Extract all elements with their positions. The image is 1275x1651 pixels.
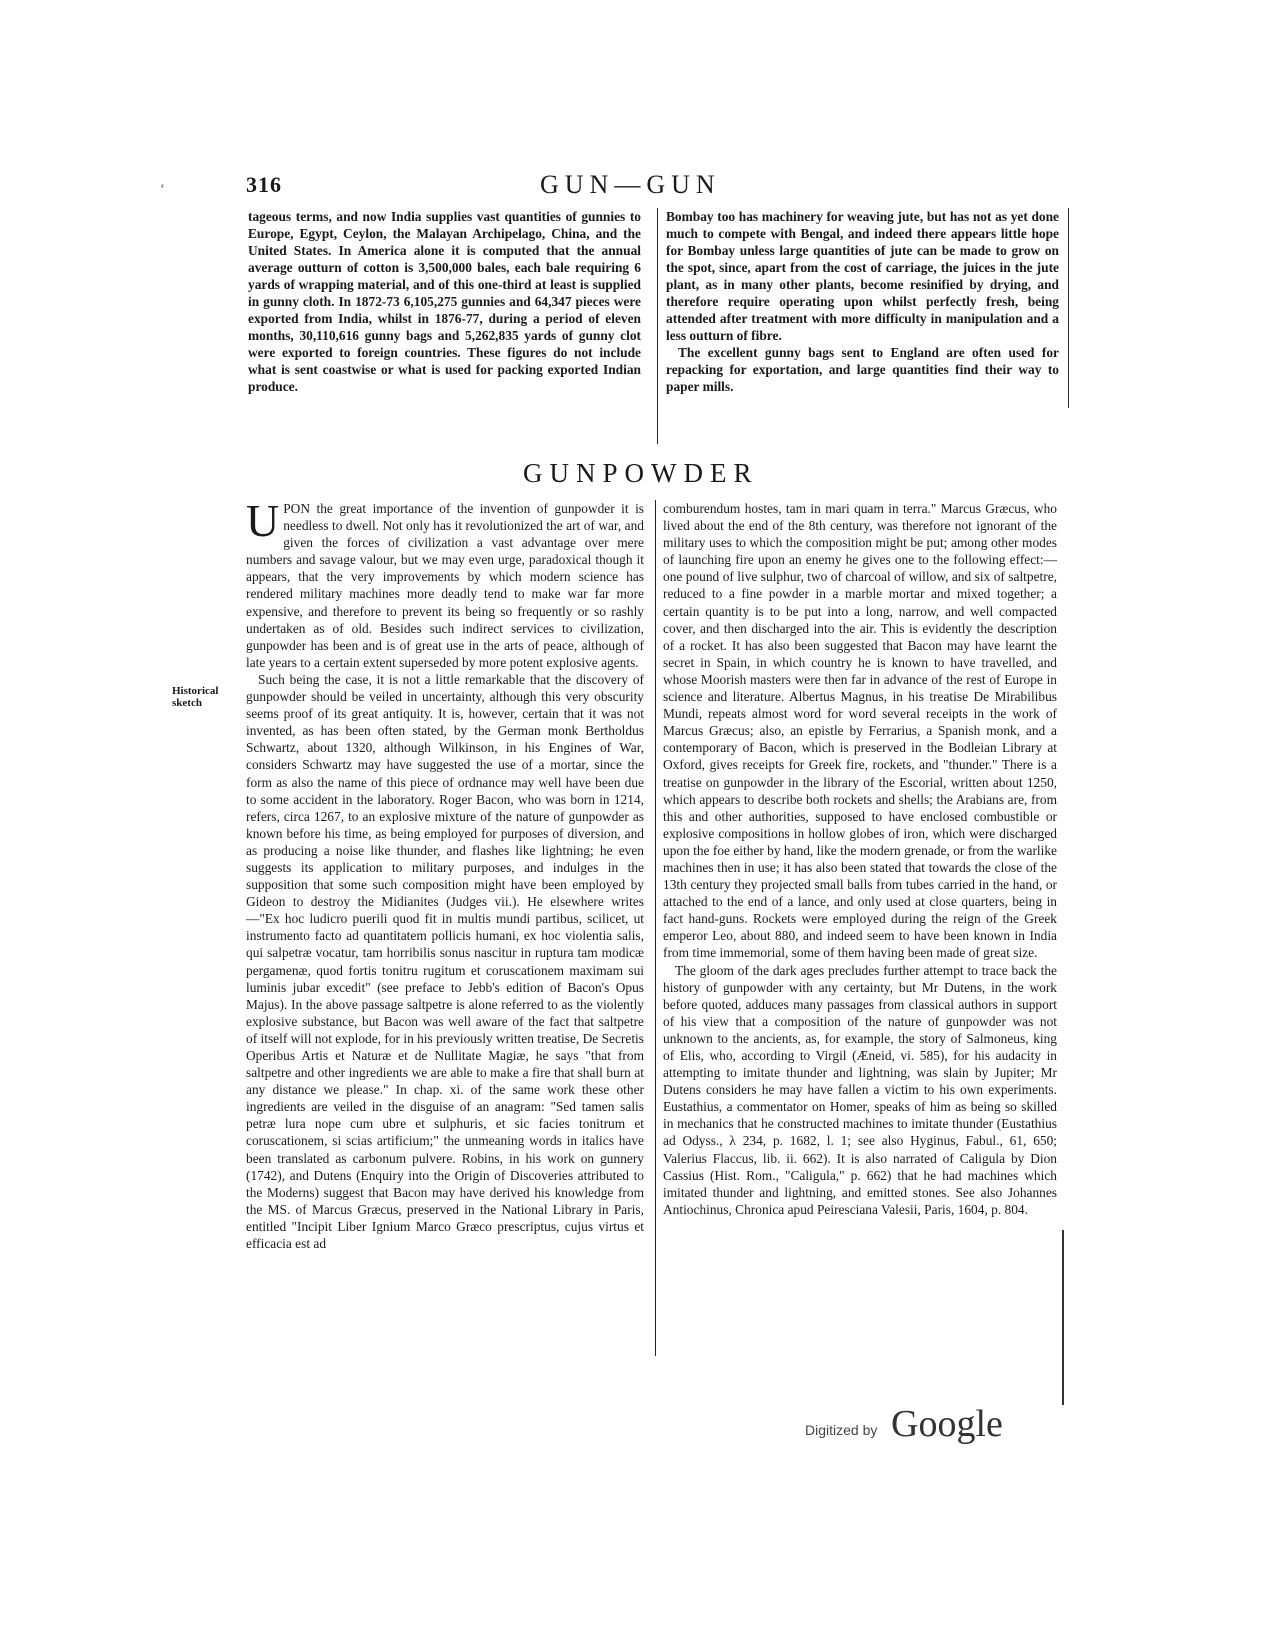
history-paragraph: Such being the case, it is not a little remarkable that the discovery of gunpowder should be veiled in uncertainty, although this very obscurity seems proof of its great antiquity. It is, however, certain that it was not invented, as has been often stated, by the German monk Bertholdus Schwartz, about 1320, although Wilkinson, in his Engines of War, considers Schwartz may have suggested the use of a mortar, since the form as also the name of this piece of ordnance may well have been due to some accident in the laboratory. Roger Bacon, who was born in 1214, refers, circa 1267, to an explosive mixture of the nature of gunpowder as known before his time, as being employed for purposes of diversion, and as producing a noise like thunder, and flashes like lightning; he even suggests its application to military purposes, and indulges in the supposition that some such composition might have been employed by Gideon to destroy the Midianites (Judges vii.). He elsewhere writes —"Ex hoc ludicro puerili quod fit in multis mundi partibus, scilicet, ut instrumento facto ad quantitatem pollicis humani, ex hoc violentia salis, qui salpetræ vocatur, tam horribilis sonus nascitur in ruptura tam modicæ pergamenæ, quod fortis tonitru rugitum et coruscationem maximam sui luminis jubar excedit" (see preface to Jebb's edition of Bacon's Opus Majus). In the above passage saltpetre is alone referred to as the violently explosive substance, but Bacon was well aware of the fact that saltpetre of itself will not explode, for in his previously written treatise, De Secretis Operibus Artis et Naturæ et de Nullitate Magiæ, he says "that from saltpetre and other ingredients we are able to make a fire that shall burn at any distance we please." In chap. xi. of the same work these other ingredients are veiled in the disguise of an anagram: "Sed tamen salis petræ lura nope cum ubre et sulphuris, et sic facies tonitrum et coruscationem, si scias artificium;" the unmeaning words in italics have been translated as carbonum pulvere. Robins, in his work on gunnery (1742), and Dutens (Enquiry into the Origin of Discoveries attributed to the Moderns) suggest that Bacon may have derived his knowledge from the MS. of Marcus Græcus, preserved in the National Library in Paris, entitled "Incipit Liber Ignium Marco Græco prescriptus, cujus virtus et efficacia est ad	[246, 671, 644, 1252]
right-edge-rule	[1068, 208, 1069, 408]
top-right-paragraph-1: Bombay too has machinery for weaving jute, but has not as yet done much to compete with Bengal, and indeed there appears little hope for Bombay unless large quantities of jute can be made to grow on the spot, since, apart from the cost of carriage, the juices in the jute plant, as in many other plants, become resinified by drying, and therefore require operating upon whilst perfectly fresh, being attended after treatment with more difficulty in manipulation and a less outturn of fibre.	[666, 209, 1059, 343]
drop-cap: U	[246, 495, 280, 546]
main-left-column	[246, 495, 644, 1252]
side-note: Historical sketch	[172, 685, 219, 709]
column-divider	[657, 208, 658, 444]
main-right-column	[663, 500, 1057, 1218]
top-left-paragraph: tageous terms, and now India supplies vast quantities of gunnies to Europe, Egypt, Ceylon, the Malayan Archipelago, China, and the United States. In America alone it is computed that the annual average outturn of cotton is 3,500,000 bales, each bale requiring 6 yards of wrapping material, and of this one-third at least is supplied in gunny cloth. In 1872-73 6,105,275 gunnies and 64,347 pieces were exported from India, whilst in 1876-77, during a period of eleven months, 30,110,616 gunny bags and 5,262,835 yards of gunny clot were exported to foreign countries. These figures do not include what is sent coastwise or what is used for packing exported Indian produce.	[248, 209, 641, 394]
intro-text: PON the great importance of the invention of gunpowder it is needless to dwell. Not only has it revolutionized the art of war, and given the forces of civilization a vast advantage over mere numbers and savage valour, but we may even urge, paradoxical though it appears, that the very improvements by which modern science has rendered military machines more deadly tend to make war far more expensive, and therefore to prevent its being so frequently or so rashly undertaken as of old. Besides such indirect services to civilization, gunpowder has been and is of great use in the arts of peace, although of late years to a certain extent superseded by more potent explosive agents.	[246, 501, 644, 670]
column-divider-main	[655, 500, 656, 1356]
google-logo: Google	[891, 1403, 1003, 1445]
digitized-by-text: Digitized by	[805, 1422, 878, 1438]
section-title: GUNPOWDER	[523, 458, 759, 488]
right-margin-rule	[1062, 1230, 1064, 1405]
running-head: GUN—GUN	[540, 170, 721, 199]
top-left-column	[248, 208, 641, 395]
right-paragraph-2: The gloom of the dark ages precludes further attempt to trace back the history of gunpowder with any certainty, but Mr Dutens, in the work before quoted, adduces many passages from classical authors in support of his view that a composition of the nature of gunpowder was not unknown to the ancients, as, for example, the story of Salmoneus, king of Elis, who, according to Virgil (Æneid, vi. 585), for his audacity in attempting to imitate thunder and lightning, was slain by Jupiter; Mr Dutens considers he may have fallen a victim to his own experiments. Eustathius, a commentator on Homer, speaks of him as being so skilled in mechanics that he constructed machines to imitate thunder (Eustathius ad Odyss., λ 234, p. 1682, l. 1; see also Hyginus, Fabul., 61, 650; Valerius Flaccus, lib. ii. 662). It is also narrated of Caligula by Dion Cassius (Hist. Rom., "Caligula," p. 662) that he had machines which imitated thunder and lightning, and emitted stones. See also Johannes Antiochinus, Chronica apud Peiresciana Valesii, Paris, 1604, p. 804.	[663, 962, 1057, 1217]
page-number: 316	[246, 172, 282, 197]
intro-paragraph	[246, 495, 644, 671]
top-right-paragraph-2: The excellent gunny bags sent to England are often used for repacking for exportation, and large quantities find their way to paper mills.	[666, 345, 1059, 394]
margin-mark: ʻ	[160, 182, 165, 197]
right-paragraph-1: comburendum hostes, tam in mari quam in terra." Marcus Græcus, who lived about the end of the 8th century, was therefore not ignorant of the military uses to which the composition might be put; among other modes of launching fire upon an enemy he gives one to the following effect:— one pound of live sulphur, two of charcoal of willow, and six of saltpetre, reduced to a fine powder in a marble mortar and mixed together; a certain quantity is to be put into a long, narrow, and well compacted cover, and then discharged into the air. This is evidently the description of a rocket. It has also been suggested that Bacon may have learnt the secret in Spain, in which country he is known to have travelled, and whose Moorish masters were then far in advance of the rest of Europe in science and literature. Albertus Magnus, in his treatise De Mirabilibus Mundi, repeats almost word for word several receipts in the work of Marcus Græcus; also, an epistle by Ferrarius, a Spanish monk, and a contemporary of Bacon, which is preserved in the Bodleian Library at Oxford, gives receipts for Greek fire, rockets, and "thunder." There is a treatise on gunpowder in the library of the Escorial, written about 1250, which appears to describe both rockets and shells; the Arabians are, from this and other authorities, supposed to have enclosed combustible or explosive compositions in hollow globes of iron, which were discharged upon the foe either by hand, like the modern grenade, or from the warlike machines then in use; it has also been stated that towards the close of the 13th century they projected small balls from tubes carried in the hand, or attached to the end of a lance, and only used at close quarters, being in fact hand-guns. Rockets were employed during the reign of the Greek emperor Leo, about 880, and indeed seem to have been known in India from time immemorial, some of them having been made of great size.	[663, 501, 1057, 961]
digitized-footer	[805, 1402, 1035, 1448]
top-right-column	[666, 208, 1059, 395]
